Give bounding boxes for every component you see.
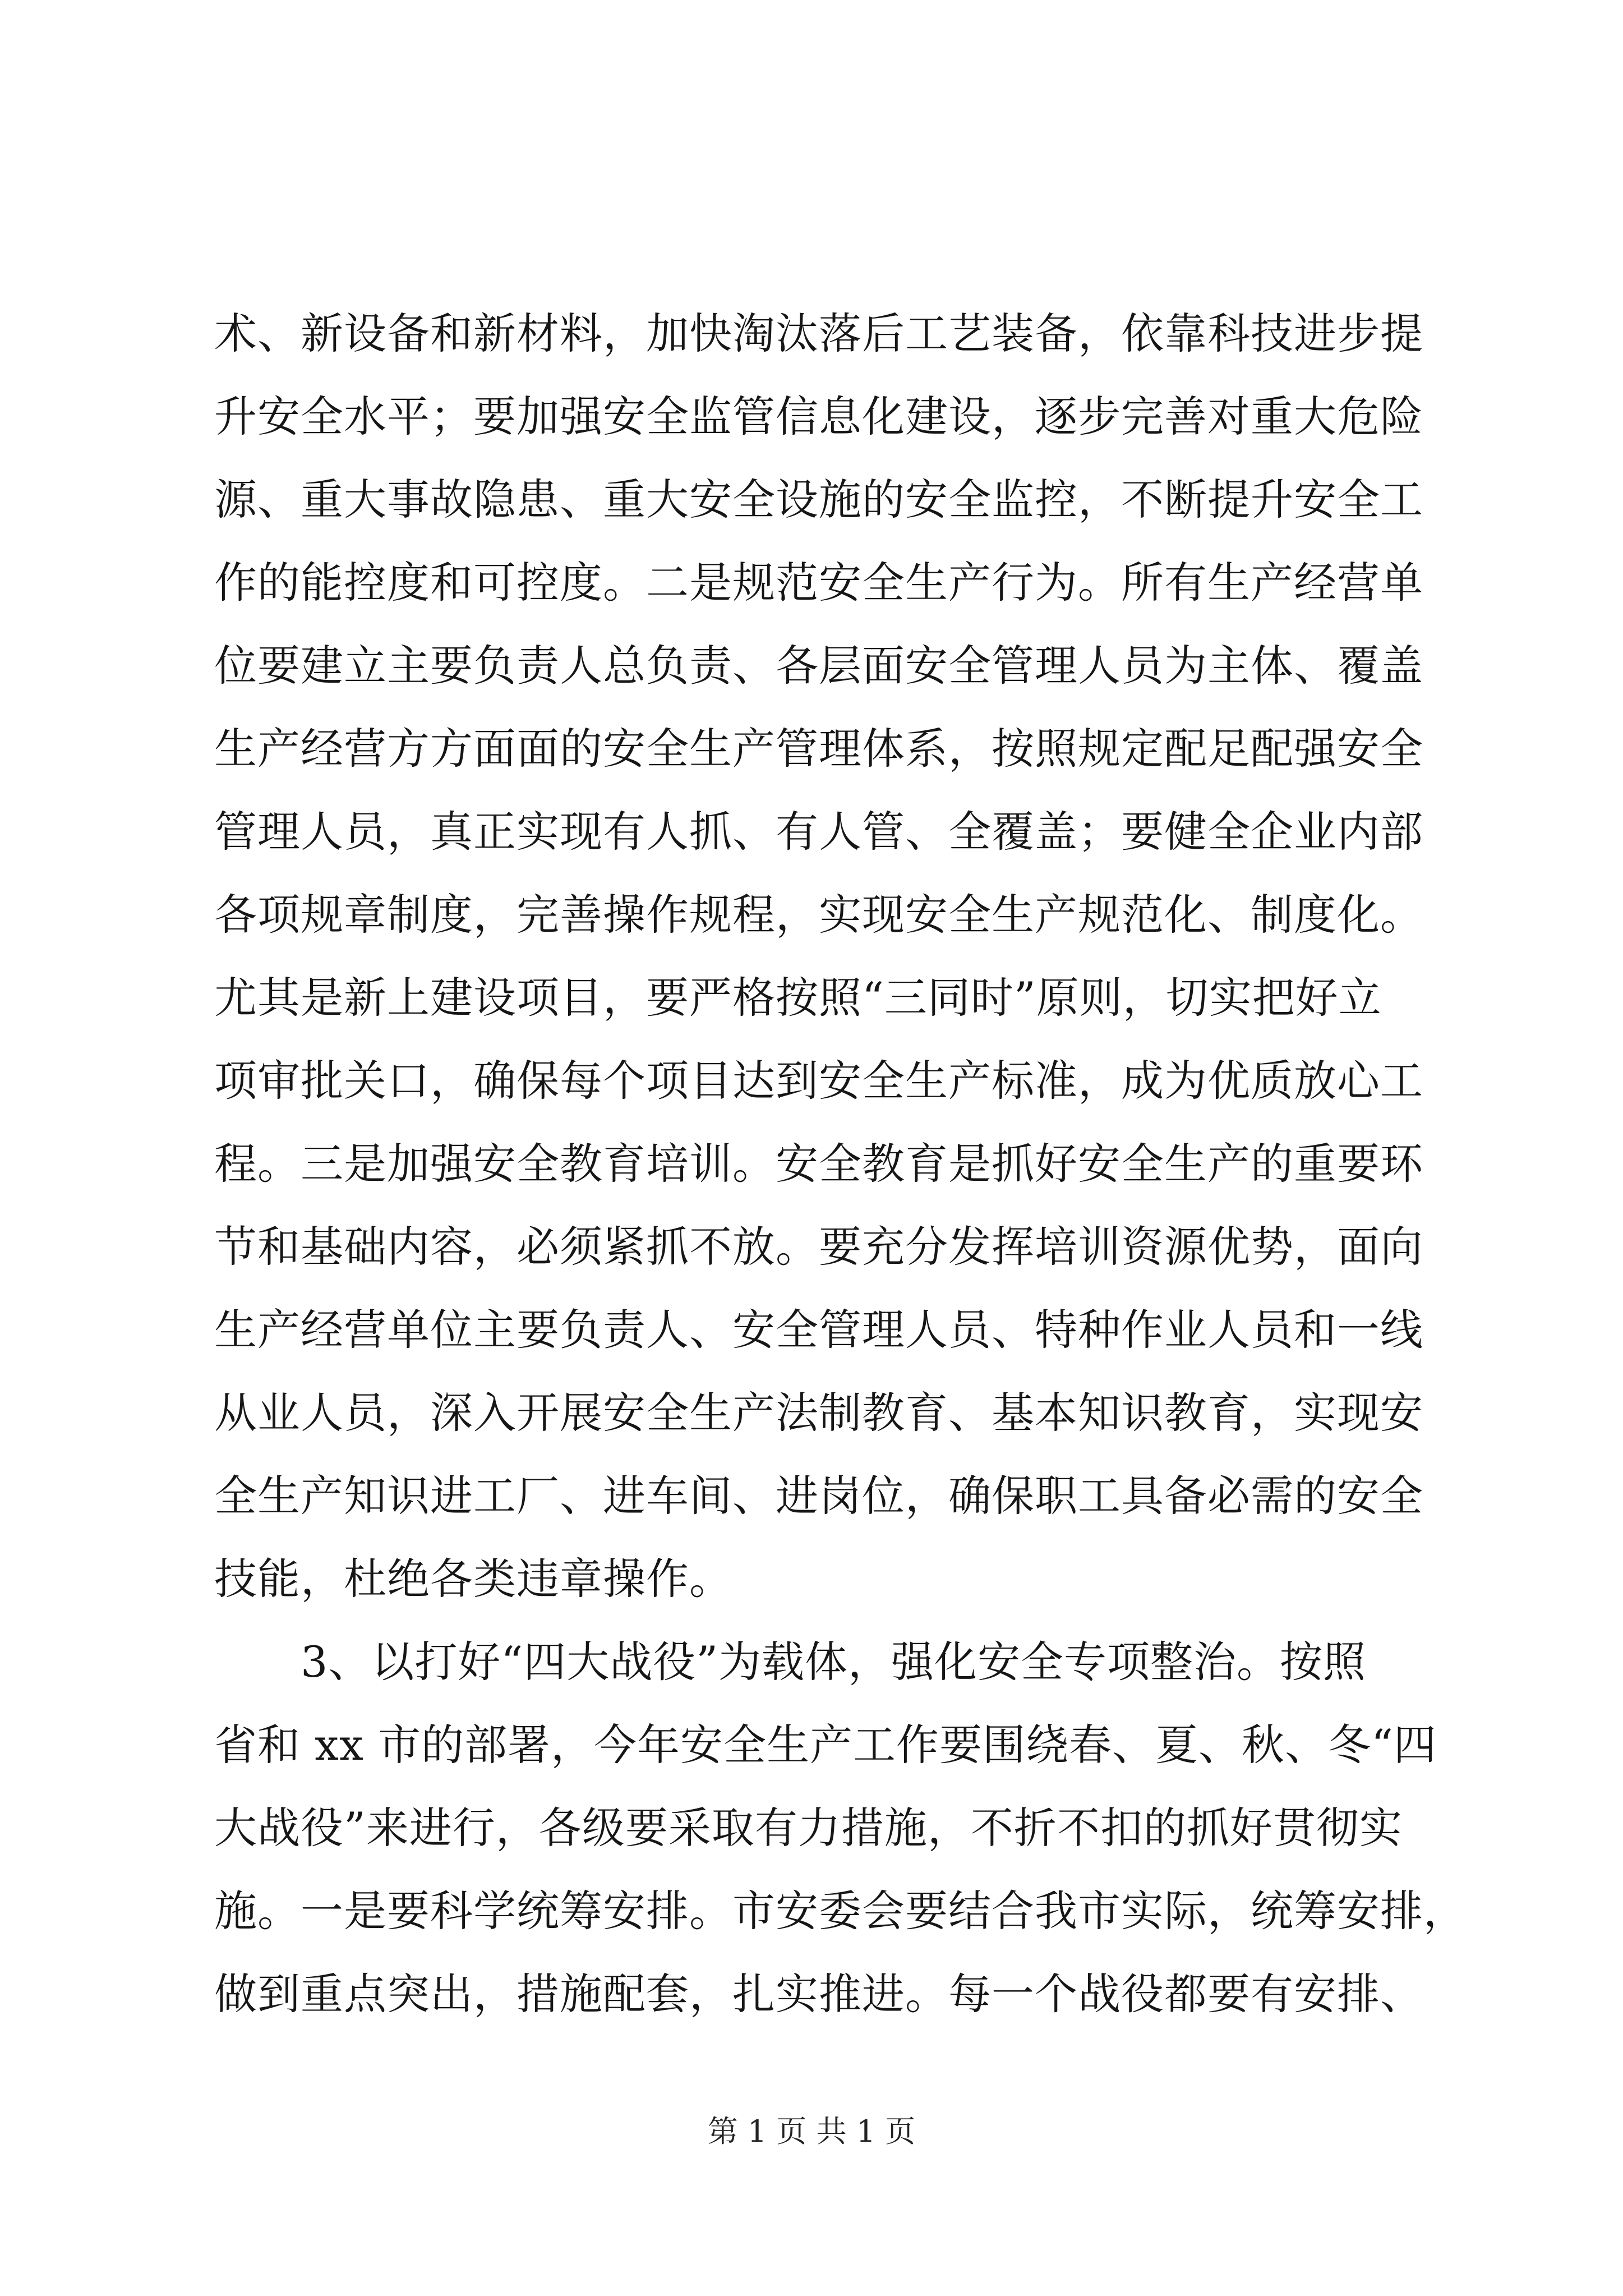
text-line: 管理人员，真正实现有人抓、有人管、全覆盖；要健全企业内部 — [214, 807, 1423, 857]
text-line: 升安全水平；要加强安全监管信息化建设，逐步完善对重大危险 — [214, 392, 1423, 441]
text-line: 技能，杜绝各类违章操作。 — [214, 1554, 732, 1604]
text-line: 作的能控度和可控度。二是规范安全生产行为。所有生产经营单 — [214, 558, 1423, 608]
text-line: 3、以打好“四大战役”为载体，强化安全专项整治。按照 — [214, 1637, 1367, 1687]
text-line: 程。三是加强安全教育培训。安全教育是抓好安全生产的重要环 — [214, 1139, 1423, 1189]
body-text — [214, 292, 1467, 2036]
text-line: 源、重大事故隐患、重大安全设施的安全监控，不断提升安全工 — [214, 475, 1423, 524]
text-line: 术、新设备和新材料，加快淘汰落后工艺装备，依靠科技进步提 — [214, 309, 1423, 358]
text-line: 尤其是新上建设项目，要严格按照“三同时”原则，切实把好立 — [214, 973, 1382, 1023]
text-line: 从业人员，深入开展安全生产法制教育、基本知识教育，实现安 — [214, 1388, 1423, 1438]
text-line: 各项规章制度，完善操作规程，实现安全生产规范化、制度化。 — [214, 890, 1423, 940]
page-number-label: 第 1 页 共 1 页 — [707, 2114, 916, 2149]
text-line: 位要建立主要负责人总负责、各层面安全管理人员为主体、覆盖 — [214, 641, 1423, 691]
text-line: 全生产知识进工厂、进车间、进岗位，确保职工具备必需的安全 — [214, 1471, 1423, 1521]
text-line: 项审批关口，确保每个项目达到安全生产标准，成为优质放心工 — [214, 1056, 1423, 1106]
text-line: 省和 xx 市的部署，今年安全生产工作要围绕春、夏、秋、冬“四 — [214, 1720, 1437, 1770]
text-line: 做到重点突出，措施配套，扎实推进。每一个战役都要有安排、 — [214, 1969, 1423, 2019]
page-footer — [0, 2112, 1623, 2151]
text-line: 施。一是要科学统筹安排。市安委会要结合我市实际，统筹安排， — [214, 1886, 1467, 1936]
text-line: 大战役”来进行，各级要采取有力措施，不折不扣的抓好贯彻实 — [214, 1803, 1403, 1853]
text-line: 生产经营单位主要负责人、安全管理人员、特种作业人员和一线 — [214, 1305, 1423, 1355]
text-line: 节和基础内容，必须紧抓不放。要充分发挥培训资源优势，面向 — [214, 1222, 1423, 1272]
text-line: 生产经营方方面面的安全生产管理体系，按照规定配足配强安全 — [214, 724, 1423, 774]
